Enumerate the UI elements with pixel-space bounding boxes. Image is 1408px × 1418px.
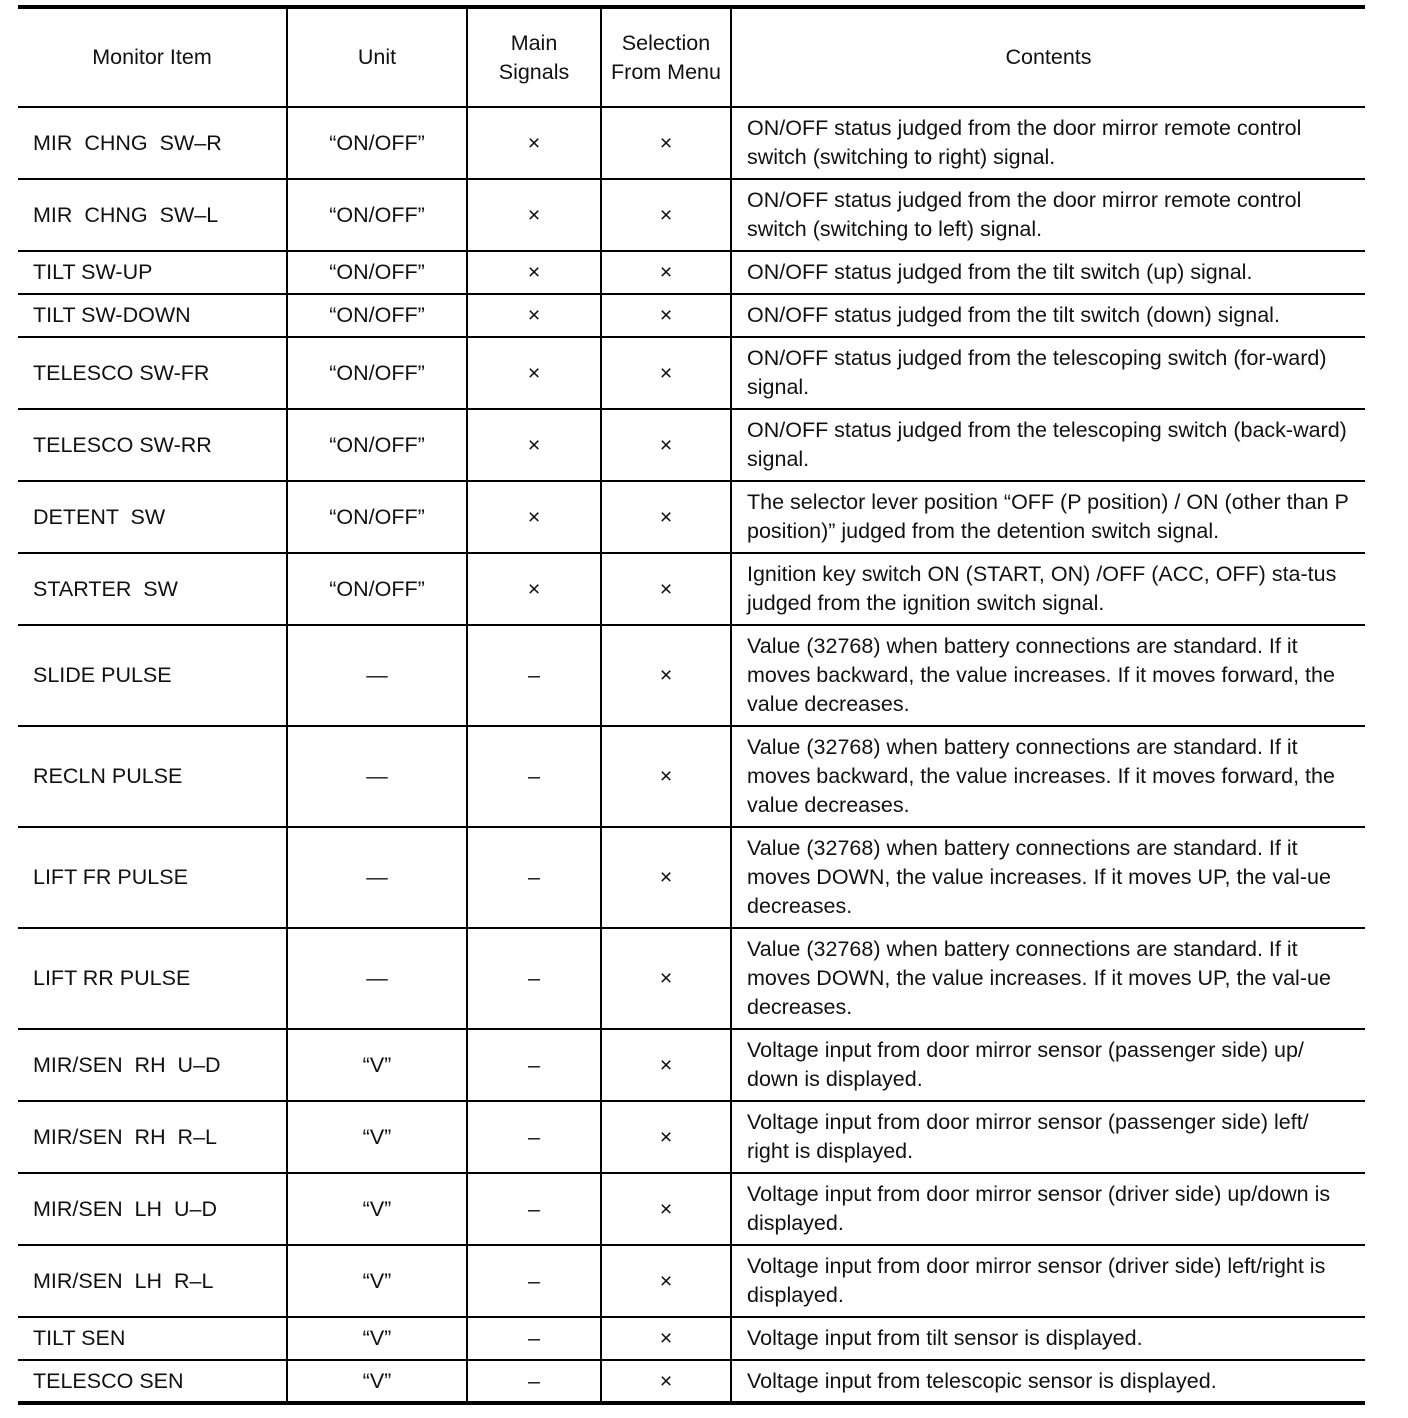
monitor-item-cell: LIFT RR PULSE [18, 928, 287, 1029]
selection-cell: × [601, 294, 731, 337]
monitor-item-cell: SLIDE PULSE [18, 625, 287, 726]
main-signals-cell: × [467, 294, 601, 337]
header-monitor-item: Monitor Item [18, 7, 287, 107]
selection-cell: × [601, 625, 731, 726]
contents-cell: Voltage input from telescopic sensor is displayed. [731, 1360, 1365, 1403]
unit-cell: “V” [287, 1360, 467, 1403]
monitor-item-cell: TELESCO SW-RR [18, 409, 287, 481]
selection-cell: × [601, 553, 731, 625]
unit-cell: “ON/OFF” [287, 294, 467, 337]
unit-cell: — [287, 726, 467, 827]
monitor-item-cell: MIR/SEN LH R–L [18, 1245, 287, 1317]
monitor-item-cell: STARTER SW [18, 553, 287, 625]
monitor-item-table [18, 5, 1365, 1405]
contents-cell: Value (32768) when battery connections are standard. If it moves DOWN, the value increases. If it moves UP, the val-ue decreases. [731, 928, 1365, 1029]
main-signals-cell: – [467, 1029, 601, 1101]
monitor-item-cell: RECLN PULSE [18, 726, 287, 827]
table-row [18, 481, 1365, 553]
unit-cell: — [287, 928, 467, 1029]
table-row [18, 107, 1365, 179]
main-signals-cell: – [467, 1101, 601, 1173]
main-signals-cell: – [467, 1173, 601, 1245]
main-signals-cell: – [467, 1317, 601, 1360]
monitor-item-cell: TELESCO SEN [18, 1360, 287, 1403]
unit-cell: “ON/OFF” [287, 409, 467, 481]
selection-cell: × [601, 107, 731, 179]
selection-cell: × [601, 1029, 731, 1101]
selection-cell: × [601, 928, 731, 1029]
selection-cell: × [601, 337, 731, 409]
monitor-item-cell: TILT SW-UP [18, 251, 287, 294]
table-row [18, 409, 1365, 481]
selection-cell: × [601, 1245, 731, 1317]
header-unit: Unit [287, 7, 467, 107]
contents-cell: ON/OFF status judged from the door mirror remote control switch (switching to left) signal. [731, 179, 1365, 251]
selection-cell: × [601, 251, 731, 294]
table-row [18, 1360, 1365, 1403]
table-row [18, 337, 1365, 409]
table-row [18, 1101, 1365, 1173]
main-signals-cell: × [467, 179, 601, 251]
table-row [18, 1029, 1365, 1101]
monitor-item-cell: MIR CHNG SW–R [18, 107, 287, 179]
contents-cell: The selector lever position “OFF (P position) / ON (other than P position)” judged from the detention switch signal. [731, 481, 1365, 553]
selection-cell: × [601, 1317, 731, 1360]
table-row [18, 1173, 1365, 1245]
contents-cell: Ignition key switch ON (START, ON) /OFF (ACC, OFF) sta-tus judged from the ignition switch signal. [731, 553, 1365, 625]
main-signals-cell: – [467, 1245, 601, 1317]
contents-cell: Value (32768) when battery connections are standard. If it moves backward, the value increases. If it moves forward, the value decreases. [731, 726, 1365, 827]
unit-cell: “ON/OFF” [287, 107, 467, 179]
selection-cell: × [601, 827, 731, 928]
table-row [18, 928, 1365, 1029]
monitor-item-cell: MIR/SEN RH U–D [18, 1029, 287, 1101]
main-signals-cell: × [467, 251, 601, 294]
selection-cell: × [601, 481, 731, 553]
table-row [18, 1317, 1365, 1360]
table-row [18, 553, 1365, 625]
unit-cell: “V” [287, 1101, 467, 1173]
main-signals-cell: – [467, 726, 601, 827]
contents-cell: ON/OFF status judged from the door mirror remote control switch (switching to right) signal. [731, 107, 1365, 179]
contents-cell: Voltage input from tilt sensor is displayed. [731, 1317, 1365, 1360]
monitor-item-cell: LIFT FR PULSE [18, 827, 287, 928]
main-signals-cell: – [467, 625, 601, 726]
monitor-item-cell: MIR/SEN RH R–L [18, 1101, 287, 1173]
header-contents: Contents [731, 7, 1365, 107]
contents-cell: Voltage input from door mirror sensor (passenger side) up/ down is displayed. [731, 1029, 1365, 1101]
main-signals-cell: × [467, 107, 601, 179]
unit-cell: “ON/OFF” [287, 553, 467, 625]
main-signals-cell: – [467, 827, 601, 928]
contents-cell: ON/OFF status judged from the telescoping switch (for-ward) signal. [731, 337, 1365, 409]
unit-cell: “ON/OFF” [287, 179, 467, 251]
monitor-item-cell: TILT SW-DOWN [18, 294, 287, 337]
selection-cell: × [601, 726, 731, 827]
monitor-item-cell: TELESCO SW-FR [18, 337, 287, 409]
contents-cell: Voltage input from door mirror sensor (driver side) left/right is displayed. [731, 1245, 1365, 1317]
contents-cell: ON/OFF status judged from the telescoping switch (back-ward) signal. [731, 409, 1365, 481]
unit-cell: — [287, 625, 467, 726]
contents-cell: ON/OFF status judged from the tilt switch (up) signal. [731, 251, 1365, 294]
contents-cell: Voltage input from door mirror sensor (driver side) up/down is displayed. [731, 1173, 1365, 1245]
main-signals-cell: – [467, 928, 601, 1029]
main-signals-cell: × [467, 337, 601, 409]
contents-cell: Value (32768) when battery connections are standard. If it moves DOWN, the value increases. If it moves UP, the val-ue decreases. [731, 827, 1365, 928]
header-main-signals: Main Signals [467, 7, 601, 107]
selection-cell: × [601, 1101, 731, 1173]
table-row [18, 726, 1365, 827]
monitor-item-cell: TILT SEN [18, 1317, 287, 1360]
table-row [18, 294, 1365, 337]
selection-cell: × [601, 409, 731, 481]
selection-cell: × [601, 1173, 731, 1245]
table-row [18, 179, 1365, 251]
table-row [18, 1245, 1365, 1317]
unit-cell: “V” [287, 1245, 467, 1317]
monitor-item-cell: MIR CHNG SW–L [18, 179, 287, 251]
unit-cell: “ON/OFF” [287, 337, 467, 409]
unit-cell: — [287, 827, 467, 928]
selection-cell: × [601, 179, 731, 251]
unit-cell: “V” [287, 1317, 467, 1360]
unit-cell: “V” [287, 1029, 467, 1101]
main-signals-cell: × [467, 553, 601, 625]
main-signals-cell: × [467, 481, 601, 553]
header-selection-from-menu: Selection From Menu [601, 7, 731, 107]
monitor-item-cell: MIR/SEN LH U–D [18, 1173, 287, 1245]
contents-cell: Value (32768) when battery connections are standard. If it moves backward, the value increases. If it moves forward, the value decreases. [731, 625, 1365, 726]
main-signals-cell: – [467, 1360, 601, 1403]
unit-cell: “ON/OFF” [287, 251, 467, 294]
selection-cell: × [601, 1360, 731, 1403]
unit-cell: “V” [287, 1173, 467, 1245]
main-signals-cell: × [467, 409, 601, 481]
table-row [18, 827, 1365, 928]
table-row [18, 625, 1365, 726]
monitor-item-cell: DETENT SW [18, 481, 287, 553]
table-row [18, 251, 1365, 294]
contents-cell: Voltage input from door mirror sensor (passenger side) left/ right is displayed. [731, 1101, 1365, 1173]
contents-cell: ON/OFF status judged from the tilt switch (down) signal. [731, 294, 1365, 337]
unit-cell: “ON/OFF” [287, 481, 467, 553]
header-row [18, 7, 1365, 107]
